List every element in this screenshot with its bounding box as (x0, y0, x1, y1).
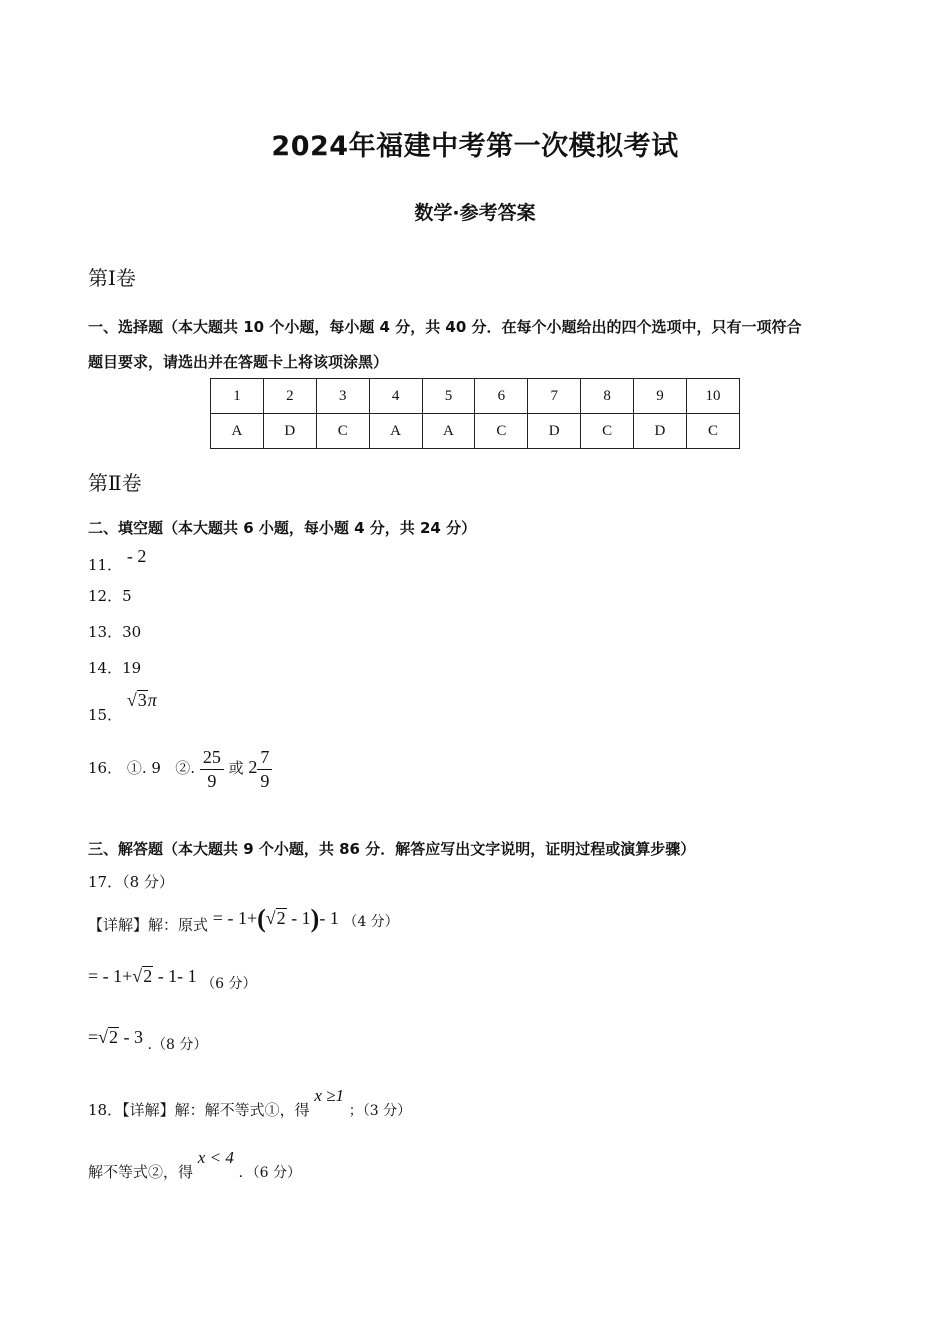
question-number-cell: 8 (581, 379, 634, 414)
pi-symbol: π (147, 690, 157, 710)
q16-or: 或 (228, 759, 244, 777)
answer-cell: C (581, 414, 634, 449)
q11-line (88, 546, 146, 575)
q16-part1: ①. 9 (126, 759, 161, 777)
volume-1-heading: 第Ⅰ卷 (88, 266, 136, 290)
q18-label: 18．【详解】解：解不等式①，得 (88, 1101, 310, 1119)
question-number-cell: 3 (316, 379, 369, 414)
q16-line (88, 746, 272, 792)
q13-label: 13． (88, 623, 123, 641)
q14-answer: 19 (122, 659, 142, 677)
question-number-cell: 4 (369, 379, 422, 414)
sqrt-symbol: √2 (265, 908, 286, 928)
q14-label: 14． (88, 659, 123, 677)
q18-inequality-1: x ≥1 (314, 1086, 345, 1105)
q18-inequality-2: x < 4 (197, 1148, 234, 1167)
document-subtitle: 数学·参考答案 (414, 202, 536, 224)
answer-table-answer-row (211, 414, 740, 449)
answer-table-number-row (211, 379, 740, 414)
answer-cell: C (686, 414, 739, 449)
q15-line (88, 690, 157, 725)
section-1-intro-line1: 一、选择题（本大题共 10 个小题，每小题 4 分，共 40 分．在每个小题给出的四个选项中，只有一项符合 (88, 318, 802, 336)
q12-line (88, 585, 132, 606)
section-1-intro-line2: 题目要求，请选出并在答题卡上将该项涂黑） (88, 353, 389, 371)
q18-line2-text: 解不等式②，得 (88, 1163, 194, 1181)
q13-answer: 30 (122, 623, 142, 641)
answer-cell: C (475, 414, 528, 449)
section-3-header: 三、解答题（本大题共 9 个小题，共 86 分．解答应写出文字说明，证明过程或演算步骤） (88, 840, 696, 858)
answer-cell: A (422, 414, 475, 449)
question-number-cell: 10 (686, 379, 739, 414)
q17-step3 (88, 1027, 207, 1054)
q12-answer: 5 (122, 587, 132, 605)
q18-line1 (88, 1086, 411, 1120)
answer-cell: D (263, 414, 316, 449)
q15-answer (127, 690, 157, 710)
q17-step3-expr: =√2 - 3 (88, 1027, 144, 1047)
q16-mixed-fraction: $\frac{7}{9}$ (257, 746, 272, 792)
sqrt-symbol: √2 (132, 966, 153, 986)
q15-label: 15． (88, 706, 123, 724)
q17-step1-expr: = - 1+(√2 - 1)- 1 (212, 904, 339, 933)
question-number-cell: 7 (528, 379, 581, 414)
answer-cell: A (211, 414, 264, 449)
sqrt-symbol: √3 (126, 690, 147, 710)
answer-cell: A (369, 414, 422, 449)
q17-step1-score: （4 分） (343, 914, 399, 930)
q16-label: 16． (88, 759, 123, 777)
question-number-cell: 9 (634, 379, 687, 414)
q11-label: 11． (88, 556, 123, 574)
answer-cell: D (634, 414, 687, 449)
q17-step2 (88, 966, 257, 993)
q18-score-1: ；（3 分） (348, 1103, 412, 1119)
q18-line2 (88, 1148, 301, 1182)
answer-cell: D (528, 414, 581, 449)
q18-score-2: ．（6 分） (238, 1165, 301, 1181)
q17-step1 (88, 904, 399, 935)
sqrt-symbol: √2 (98, 1027, 119, 1047)
q16-mixed-whole: 2 (248, 757, 258, 777)
q16-part2: ②. (175, 759, 196, 777)
q17-step3-score: .（8 分） (147, 1037, 208, 1053)
q14-line (88, 657, 141, 678)
q17-step2-expr: = - 1+√2 - 1- 1 (88, 966, 197, 986)
question-number-cell: 1 (211, 379, 264, 414)
answer-cell: C (316, 414, 369, 449)
q17-step2-score: （6 分） (201, 976, 257, 992)
volume-2-heading: 第Ⅱ卷 (88, 471, 142, 495)
question-number-cell: 5 (422, 379, 475, 414)
q16-fraction: $\frac{25}{9}$ (200, 746, 224, 792)
answer-table (210, 378, 740, 449)
document-title: 2024年福建中考第一次模拟考试 (271, 131, 679, 162)
q12-label: 12． (88, 587, 123, 605)
section-2-header: 二、填空题（本大题共 6 小题，每小题 4 分，共 24 分） (88, 519, 477, 537)
question-number-cell: 2 (263, 379, 316, 414)
q11-answer: - 2 (126, 546, 147, 566)
question-number-cell: 6 (475, 379, 528, 414)
q17-label: 17．（8 分） (88, 873, 174, 891)
q17-detail-label: 【详解】解：原式 (88, 916, 209, 934)
q13-line (88, 621, 141, 642)
